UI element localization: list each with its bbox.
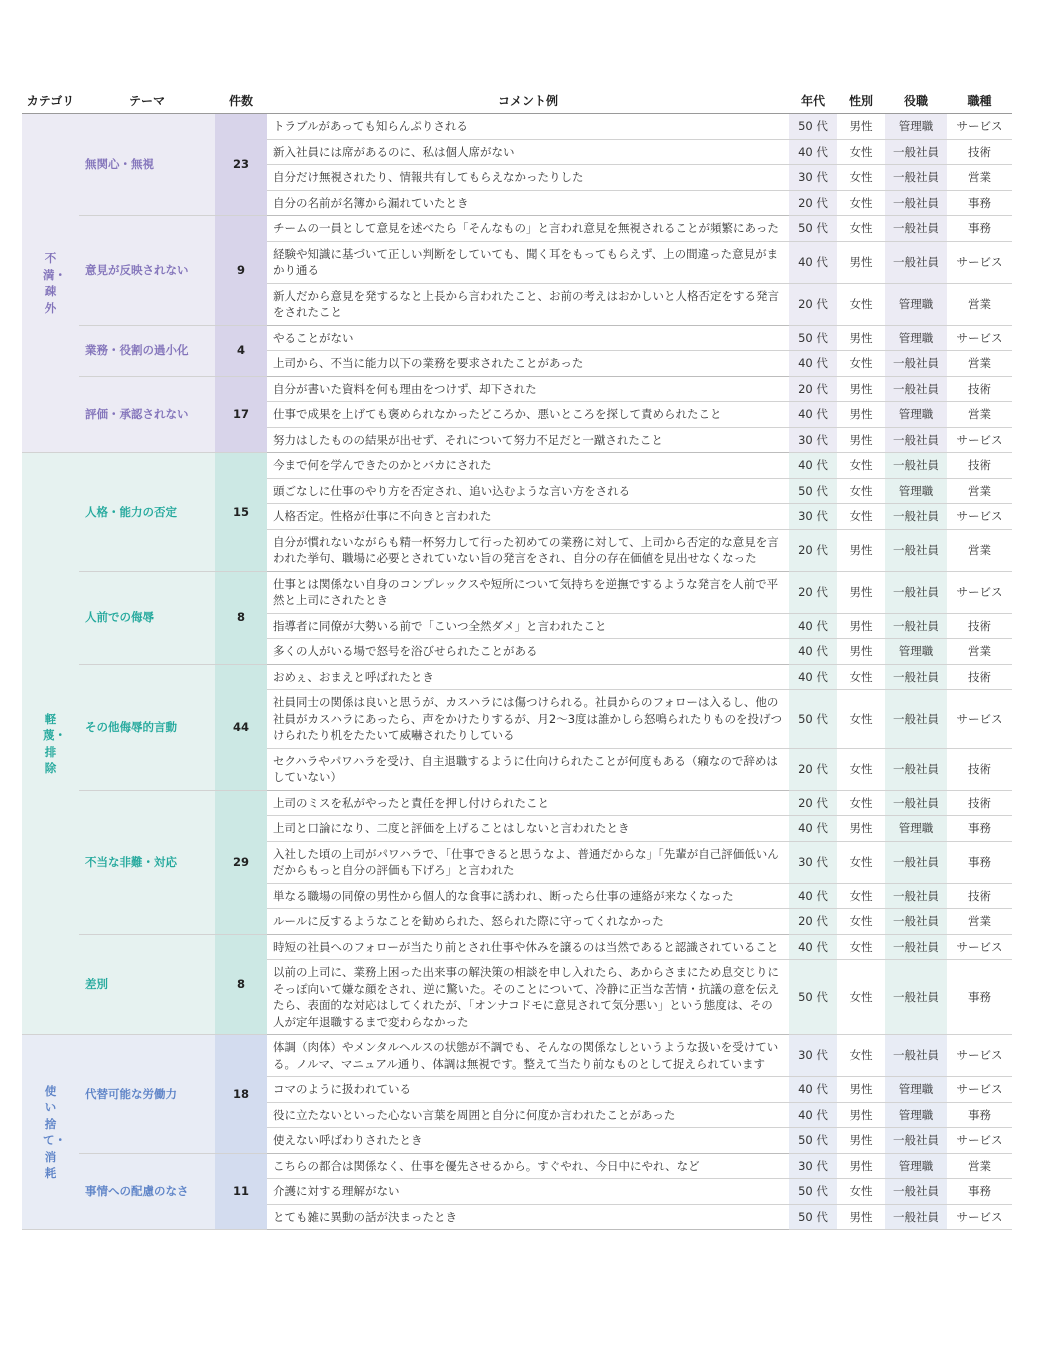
gender-cell: 男性 — [837, 1204, 885, 1230]
comment-cell: 時短の社員へのフォローが当たり前とされ仕事や休みを譲るのは当然であると認識されていること — [267, 934, 789, 960]
age-cell: 20 代 — [789, 571, 837, 613]
count-cell: 11 — [215, 1153, 267, 1230]
role-cell: 一般社員 — [885, 165, 947, 191]
theme-cell: 不当な非難・対応 — [79, 790, 215, 934]
comment-cell: 努力はしたものの結果が出せず、それについて努力不足だと一蹴されたこと — [267, 427, 789, 453]
comment-cell: やることがない — [267, 325, 789, 351]
job-cell: 事務 — [947, 960, 1012, 1035]
job-cell: 営業 — [947, 1153, 1012, 1179]
table-row — [22, 1153, 1012, 1179]
comment-cell: ルールに反するようなことを勧められた、怒られた際に守ってくれなかった — [267, 909, 789, 935]
theme-cell: 差別 — [79, 934, 215, 1035]
role-cell: 一般社員 — [885, 1128, 947, 1154]
gender-cell: 女性 — [837, 960, 885, 1035]
age-cell: 40 代 — [789, 664, 837, 690]
role-cell: 一般社員 — [885, 453, 947, 479]
count-cell: 8 — [215, 571, 267, 664]
age-cell: 50 代 — [789, 216, 837, 242]
table-row — [22, 790, 1012, 816]
age-cell: 50 代 — [789, 690, 837, 749]
age-cell: 20 代 — [789, 376, 837, 402]
age-cell: 30 代 — [789, 427, 837, 453]
gender-cell: 男性 — [837, 1077, 885, 1103]
age-cell: 40 代 — [789, 453, 837, 479]
age-cell: 40 代 — [789, 883, 837, 909]
table-body — [22, 114, 1012, 1230]
gender-cell: 女性 — [837, 664, 885, 690]
job-cell: サービス — [947, 114, 1012, 140]
job-cell: サービス — [947, 1128, 1012, 1154]
comment-cell: 今まで何を学んできたのかとバカにされた — [267, 453, 789, 479]
age-cell: 30 代 — [789, 504, 837, 530]
theme-cell: 意見が反映されない — [79, 216, 215, 326]
comment-cell: チームの一員として意見を述べたら「そんなもの」と言われ意見を無視されることが頻繁にあった — [267, 216, 789, 242]
gender-cell: 女性 — [837, 1179, 885, 1205]
gender-cell: 男性 — [837, 376, 885, 402]
gender-cell: 男性 — [837, 816, 885, 842]
job-cell: サービス — [947, 1077, 1012, 1103]
comment-cell: 上司から、不当に能力以下の業務を要求されたことがあった — [267, 351, 789, 377]
age-cell: 50 代 — [789, 960, 837, 1035]
theme-cell: 評価・承認されない — [79, 376, 215, 453]
role-cell: 一般社員 — [885, 909, 947, 935]
role-cell: 管理職 — [885, 325, 947, 351]
gender-cell: 男性 — [837, 1153, 885, 1179]
role-cell: 一般社員 — [885, 529, 947, 571]
gender-cell: 女性 — [837, 351, 885, 377]
header-theme: テーマ — [79, 87, 215, 114]
theme-cell: 業務・役割の過小化 — [79, 325, 215, 376]
comment-cell: 多くの人がいる場で怒号を浴びせられたことがある — [267, 639, 789, 665]
role-cell: 一般社員 — [885, 216, 947, 242]
comment-cell: 新入社員には席があるのに、私は個人席がない — [267, 139, 789, 165]
role-cell: 管理職 — [885, 402, 947, 428]
comment-cell: 単なる職場の同僚の男性から個人的な食事に誘われ、断ったら仕事の連絡が来なくなった — [267, 883, 789, 909]
gender-cell: 男性 — [837, 114, 885, 140]
comment-cell: 介護に対する理解がない — [267, 1179, 789, 1205]
job-cell: 事務 — [947, 1179, 1012, 1205]
role-cell: 一般社員 — [885, 934, 947, 960]
table-row — [22, 216, 1012, 242]
age-cell: 40 代 — [789, 934, 837, 960]
header-row — [22, 87, 1012, 114]
role-cell: 一般社員 — [885, 571, 947, 613]
comment-cell: 体調（肉体）やメンタルヘルスの状態が不調でも、そんなの関係なしというような扱いを受けている。ノルマ、マニュアル通り、体調は無視です。整えて当たり前なものとして捉えられています — [267, 1035, 789, 1077]
header-role: 役職 — [885, 87, 947, 114]
job-cell: 営業 — [947, 165, 1012, 191]
table-row — [22, 1035, 1012, 1077]
job-cell: サービス — [947, 427, 1012, 453]
gender-cell: 女性 — [837, 790, 885, 816]
table-row — [22, 325, 1012, 351]
role-cell: 管理職 — [885, 639, 947, 665]
count-cell: 15 — [215, 453, 267, 572]
category-label: 軽蔑・排除 — [43, 711, 66, 775]
gender-cell: 女性 — [837, 283, 885, 325]
gender-cell: 女性 — [837, 1035, 885, 1077]
age-cell: 20 代 — [789, 909, 837, 935]
job-cell: 事務 — [947, 190, 1012, 216]
role-cell: 管理職 — [885, 114, 947, 140]
category-cell — [22, 1035, 79, 1230]
role-cell: 一般社員 — [885, 790, 947, 816]
comment-cell: 自分が慣れないながらも精一杯努力して行った初めての業務に対して、上司から否定的な意見を言われた挙句、職場に必要とされていない旨の発言をされ、自分の存在価値を見出せなくなった — [267, 529, 789, 571]
role-cell: 管理職 — [885, 1077, 947, 1103]
comment-cell: 自分が書いた資料を何も理由をつけず、却下された — [267, 376, 789, 402]
header-count: 件数 — [215, 87, 267, 114]
role-cell: 一般社員 — [885, 1035, 947, 1077]
header-job: 職種 — [947, 87, 1012, 114]
gender-cell: 女性 — [837, 504, 885, 530]
age-cell: 50 代 — [789, 114, 837, 140]
role-cell: 一般社員 — [885, 690, 947, 749]
category-label: 使い捨て・消耗 — [43, 1083, 66, 1180]
job-cell: サービス — [947, 690, 1012, 749]
role-cell: 管理職 — [885, 816, 947, 842]
gender-cell: 女性 — [837, 139, 885, 165]
age-cell: 50 代 — [789, 1179, 837, 1205]
age-cell: 20 代 — [789, 748, 837, 790]
comment-cell: 仕事で成果を上げても褒められなかったどころか、悪いところを探して責められたこと — [267, 402, 789, 428]
table-row — [22, 376, 1012, 402]
job-cell: 事務 — [947, 841, 1012, 883]
job-cell: サービス — [947, 1035, 1012, 1077]
gender-cell: 男性 — [837, 529, 885, 571]
job-cell: サービス — [947, 241, 1012, 283]
job-cell: 事務 — [947, 216, 1012, 242]
role-cell: 管理職 — [885, 1102, 947, 1128]
comment-cell: 社員同士の関係は良いと思うが、カスハラには傷つけられる。社員からのフォローは入るし、他の社員がカスハラにあったら、声をかけたりするが、月2〜3度は誰かしら怒鳴られたりものを投げつけられたり机をたたいて威嚇されたりしている — [267, 690, 789, 749]
role-cell: 一般社員 — [885, 241, 947, 283]
job-cell: 技術 — [947, 139, 1012, 165]
role-cell: 一般社員 — [885, 1179, 947, 1205]
job-cell: 技術 — [947, 883, 1012, 909]
comment-cell: 以前の上司に、業務上困った出来事の解決策の相談を申し入れたら、あからさまにため息交じりにそっぽ向いて嫌な顔をされ、逆に驚いた。そのことについて、冷静に正当な苦情・抗議の意を伝えたら、表面的な対応はしてくれたが、「オンナコドモに意見されて気分悪い」という態度は、その人が定年退職するまで変わらなかった — [267, 960, 789, 1035]
theme-cell: 代替可能な労働力 — [79, 1035, 215, 1154]
job-cell: 営業 — [947, 283, 1012, 325]
comment-cell: 役に立たないといった心ない言葉を周囲と自分に何度か言われたことがあった — [267, 1102, 789, 1128]
age-cell: 30 代 — [789, 1153, 837, 1179]
age-cell: 20 代 — [789, 190, 837, 216]
category-cell — [22, 114, 79, 453]
age-cell: 40 代 — [789, 613, 837, 639]
gender-cell: 女性 — [837, 748, 885, 790]
role-cell: 管理職 — [885, 283, 947, 325]
gender-cell: 女性 — [837, 909, 885, 935]
comment-cell: トラブルがあっても知らんぷりされる — [267, 114, 789, 140]
comment-cell: 新人だから意見を発するなと上長から言われたこと、お前の考えはおかしいと人格否定をする発言をされたこと — [267, 283, 789, 325]
job-cell: 事務 — [947, 1102, 1012, 1128]
age-cell: 40 代 — [789, 241, 837, 283]
gender-cell: 男性 — [837, 571, 885, 613]
role-cell: 一般社員 — [885, 139, 947, 165]
job-cell: 営業 — [947, 402, 1012, 428]
role-cell: 一般社員 — [885, 427, 947, 453]
job-cell: サービス — [947, 1204, 1012, 1230]
job-cell: 営業 — [947, 639, 1012, 665]
count-cell: 18 — [215, 1035, 267, 1154]
comment-cell: 自分だけ無視されたり、情報共有してもらえなかったりした — [267, 165, 789, 191]
gender-cell: 男性 — [837, 402, 885, 428]
job-cell: 技術 — [947, 748, 1012, 790]
count-cell: 8 — [215, 934, 267, 1035]
role-cell: 一般社員 — [885, 748, 947, 790]
gender-cell: 女性 — [837, 841, 885, 883]
comment-cell: こちらの都合は関係なく、仕事を優先させるから。すぐやれ、今日中にやれ、など — [267, 1153, 789, 1179]
job-cell: 技術 — [947, 664, 1012, 690]
comment-cell: 使えない呼ばわりされたとき — [267, 1128, 789, 1154]
job-cell: 事務 — [947, 816, 1012, 842]
count-cell: 4 — [215, 325, 267, 376]
gender-cell: 男性 — [837, 1102, 885, 1128]
gender-cell: 男性 — [837, 325, 885, 351]
job-cell: 営業 — [947, 529, 1012, 571]
theme-cell: 人前での侮辱 — [79, 571, 215, 664]
role-cell: 一般社員 — [885, 351, 947, 377]
theme-cell: 人格・能力の否定 — [79, 453, 215, 572]
job-cell: 技術 — [947, 376, 1012, 402]
comment-cell: 人格否定。性格が仕事に不向きと言われた — [267, 504, 789, 530]
count-cell: 29 — [215, 790, 267, 934]
theme-cell: 事情への配慮のなさ — [79, 1153, 215, 1230]
gender-cell: 女性 — [837, 934, 885, 960]
job-cell: 技術 — [947, 453, 1012, 479]
job-cell: サービス — [947, 325, 1012, 351]
age-cell: 50 代 — [789, 1204, 837, 1230]
table-row — [22, 453, 1012, 479]
comment-cell: 仕事とは関係ない自身のコンプレックスや短所について気持ちを逆撫でするような発言を人前で平然と上司にされたとき — [267, 571, 789, 613]
count-cell: 9 — [215, 216, 267, 326]
header-age: 年代 — [789, 87, 837, 114]
gender-cell: 男性 — [837, 1128, 885, 1154]
gender-cell: 女性 — [837, 478, 885, 504]
age-cell: 50 代 — [789, 478, 837, 504]
age-cell: 40 代 — [789, 1077, 837, 1103]
role-cell: 一般社員 — [885, 1204, 947, 1230]
count-cell: 17 — [215, 376, 267, 453]
job-cell: 営業 — [947, 478, 1012, 504]
job-cell: サービス — [947, 571, 1012, 613]
table-row — [22, 114, 1012, 140]
gender-cell: 女性 — [837, 190, 885, 216]
role-cell: 一般社員 — [885, 664, 947, 690]
table-row — [22, 571, 1012, 613]
age-cell: 50 代 — [789, 1128, 837, 1154]
age-cell: 40 代 — [789, 139, 837, 165]
role-cell: 一般社員 — [885, 613, 947, 639]
age-cell: 30 代 — [789, 165, 837, 191]
header-category: カテゴリ — [22, 87, 79, 114]
comment-cell: 上司のミスを私がやったと責任を押し付けられたこと — [267, 790, 789, 816]
role-cell: 一般社員 — [885, 190, 947, 216]
role-cell: 一般社員 — [885, 841, 947, 883]
comment-cell: とても雑に異動の話が決まったとき — [267, 1204, 789, 1230]
comment-cell: セクハラやパワハラを受け、自主退職するように仕向けられたことが何度もある（癪なので辞めはしていない） — [267, 748, 789, 790]
job-cell: 営業 — [947, 909, 1012, 935]
comment-cell: コマのように扱われている — [267, 1077, 789, 1103]
age-cell: 40 代 — [789, 816, 837, 842]
job-cell: 営業 — [947, 351, 1012, 377]
job-cell: サービス — [947, 504, 1012, 530]
comment-cell: おめぇ、おまえと呼ばれたとき — [267, 664, 789, 690]
gender-cell: 男性 — [837, 427, 885, 453]
table-row — [22, 934, 1012, 960]
gender-cell: 男性 — [837, 241, 885, 283]
age-cell: 20 代 — [789, 283, 837, 325]
role-cell: 一般社員 — [885, 960, 947, 1035]
role-cell: 一般社員 — [885, 883, 947, 909]
job-cell: 技術 — [947, 613, 1012, 639]
header-gender: 性別 — [837, 87, 885, 114]
header-comment: コメント例 — [267, 87, 789, 114]
age-cell: 30 代 — [789, 841, 837, 883]
count-cell: 23 — [215, 114, 267, 216]
age-cell: 30 代 — [789, 1035, 837, 1077]
role-cell: 管理職 — [885, 1153, 947, 1179]
age-cell: 20 代 — [789, 790, 837, 816]
gender-cell: 女性 — [837, 453, 885, 479]
theme-cell: その他侮辱的言動 — [79, 664, 215, 790]
role-cell: 一般社員 — [885, 376, 947, 402]
age-cell: 40 代 — [789, 639, 837, 665]
role-cell: 一般社員 — [885, 504, 947, 530]
gender-cell: 男性 — [837, 613, 885, 639]
age-cell: 40 代 — [789, 1102, 837, 1128]
comment-cell: 経験や知識に基づいて正しい判断をしていても、聞く耳をもってもらえず、上の間違った意見がまかり通る — [267, 241, 789, 283]
table-row — [22, 664, 1012, 690]
gender-cell: 男性 — [837, 639, 885, 665]
theme-cell: 無関心・無視 — [79, 114, 215, 216]
job-cell: 技術 — [947, 790, 1012, 816]
comment-cell: 指導者に同僚が大勢いる前で「こいつ全然ダメ」と言われたこと — [267, 613, 789, 639]
gender-cell: 女性 — [837, 690, 885, 749]
age-cell: 20 代 — [789, 529, 837, 571]
gender-cell: 女性 — [837, 216, 885, 242]
category-label: 不満・疎外 — [43, 251, 66, 315]
category-cell — [22, 453, 79, 1035]
gender-cell: 女性 — [837, 165, 885, 191]
comment-cell: 自分の名前が名簿から漏れていたとき — [267, 190, 789, 216]
count-cell: 44 — [215, 664, 267, 790]
age-cell: 50 代 — [789, 325, 837, 351]
job-cell: サービス — [947, 934, 1012, 960]
comment-cell: 入社した頃の上司がパワハラで、「仕事できると思うなよ、普通だからな」「先輩が自己評価低いんだからもっと自分の評価も下げろ」と言われた — [267, 841, 789, 883]
comment-cell: 上司と口論になり、二度と評価を上げることはしないと言われたとき — [267, 816, 789, 842]
age-cell: 40 代 — [789, 351, 837, 377]
age-cell: 40 代 — [789, 402, 837, 428]
comment-cell: 頭ごなしに仕事のやり方を否定され、追い込むような言い方をされる — [267, 478, 789, 504]
role-cell: 管理職 — [885, 478, 947, 504]
survey-table — [22, 87, 1012, 1230]
gender-cell: 女性 — [837, 883, 885, 909]
